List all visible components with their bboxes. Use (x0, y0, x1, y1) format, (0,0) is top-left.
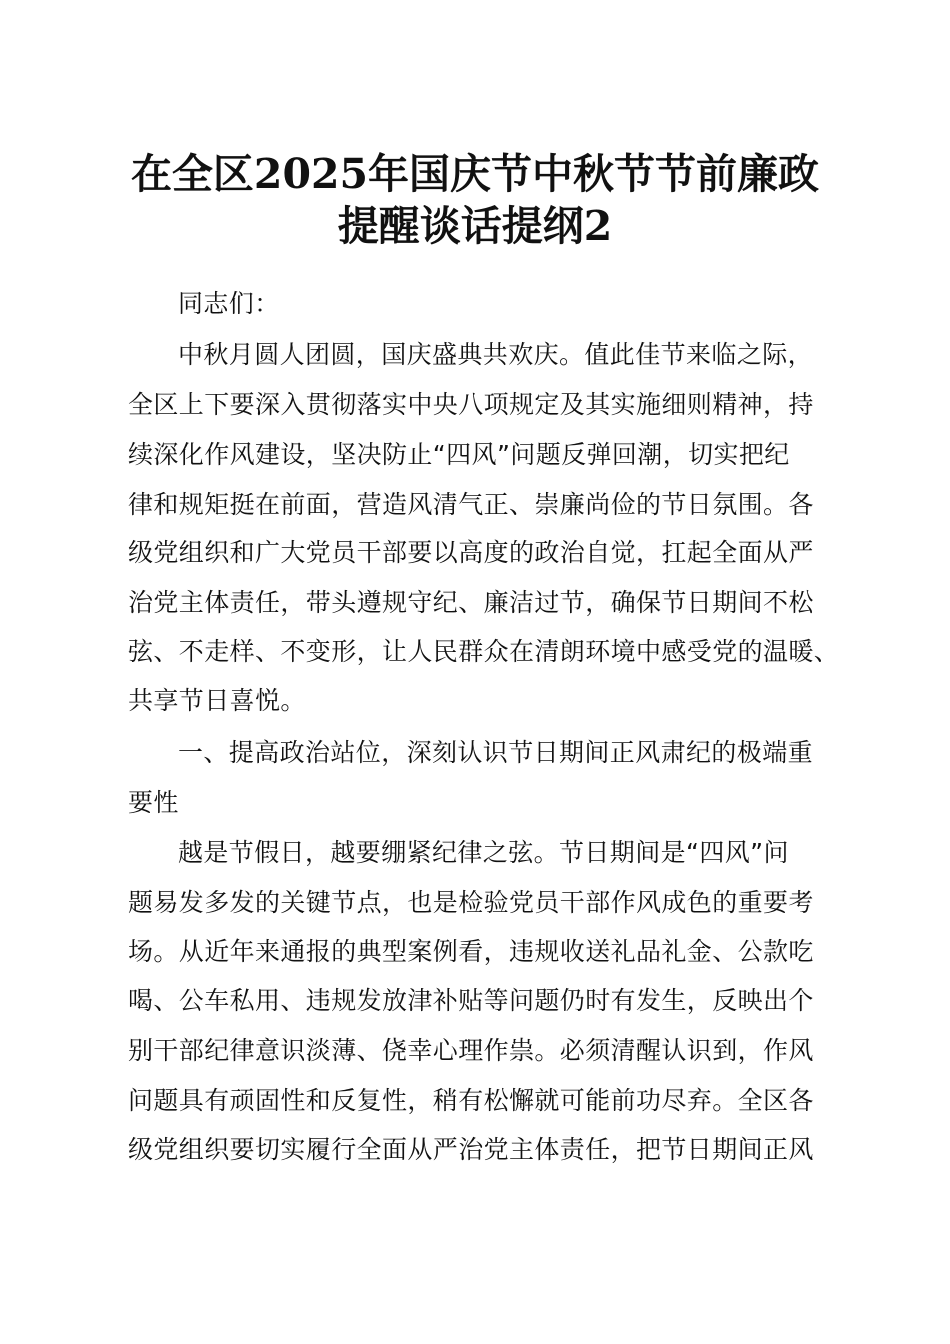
section-heading-1: 一、提高政治站位，深刻认识节日期间正风肃纪的极端重 (178, 738, 814, 767)
body-line: 问题具有顽固性和反复性，稍有松懈就可能前功尽弃。全区各 (128, 1086, 814, 1115)
body-line: 中秋月圆人团圆，国庆盛典共欢庆。值此佳节来临之际， (178, 340, 814, 369)
salutation: 同志们： (178, 289, 280, 318)
body-line: 律和规矩挺在前面，营造风清气正、崇廉尚俭的节日氛围。各 (128, 490, 814, 519)
title-line-2: 提醒谈话提纲2 (337, 202, 613, 250)
body-line: 越是节假日，越要绷紧纪律之弦。节日期间是“四风”问 (178, 838, 789, 867)
body-line: 共享节日喜悦。 (128, 686, 306, 715)
document-title (120, 148, 830, 252)
title-line-1: 在全区2025年国庆节中秋节节前廉政 (130, 150, 820, 198)
body-line: 治党主体责任，带头遵规守纪、廉洁过节，确保节日期间不松 (128, 588, 814, 617)
section-heading-1-cont: 要性 (128, 788, 179, 817)
body-line: 续深化作风建设，坚决防止“四风”问题反弹回潮，切实把纪 (128, 440, 790, 469)
body-line: 场。从近年来通报的典型案例看，违规收送礼品礼金、公款吃 (128, 937, 814, 966)
body-line: 级党组织要切实履行全面从严治党主体责任，把节日期间正风 (128, 1135, 814, 1164)
body-line: 题易发多发的关键节点，也是检验党员干部作风成色的重要考 (128, 888, 814, 917)
body-line: 级党组织和广大党员干部要以高度的政治自觉，扛起全面从严 (128, 538, 814, 567)
body-line: 弦、不走样、不变形，让人民群众在清朗环境中感受党的温暖、 (128, 637, 840, 666)
body-line: 喝、公车私用、违规发放津补贴等问题仍时有发生，反映出个 (128, 986, 814, 1015)
body-line: 别干部纪律意识淡薄、侥幸心理作祟。必须清醒认识到，作风 (128, 1036, 814, 1065)
body-line: 全区上下要深入贯彻落实中央八项规定及其实施细则精神，持 (128, 390, 814, 419)
